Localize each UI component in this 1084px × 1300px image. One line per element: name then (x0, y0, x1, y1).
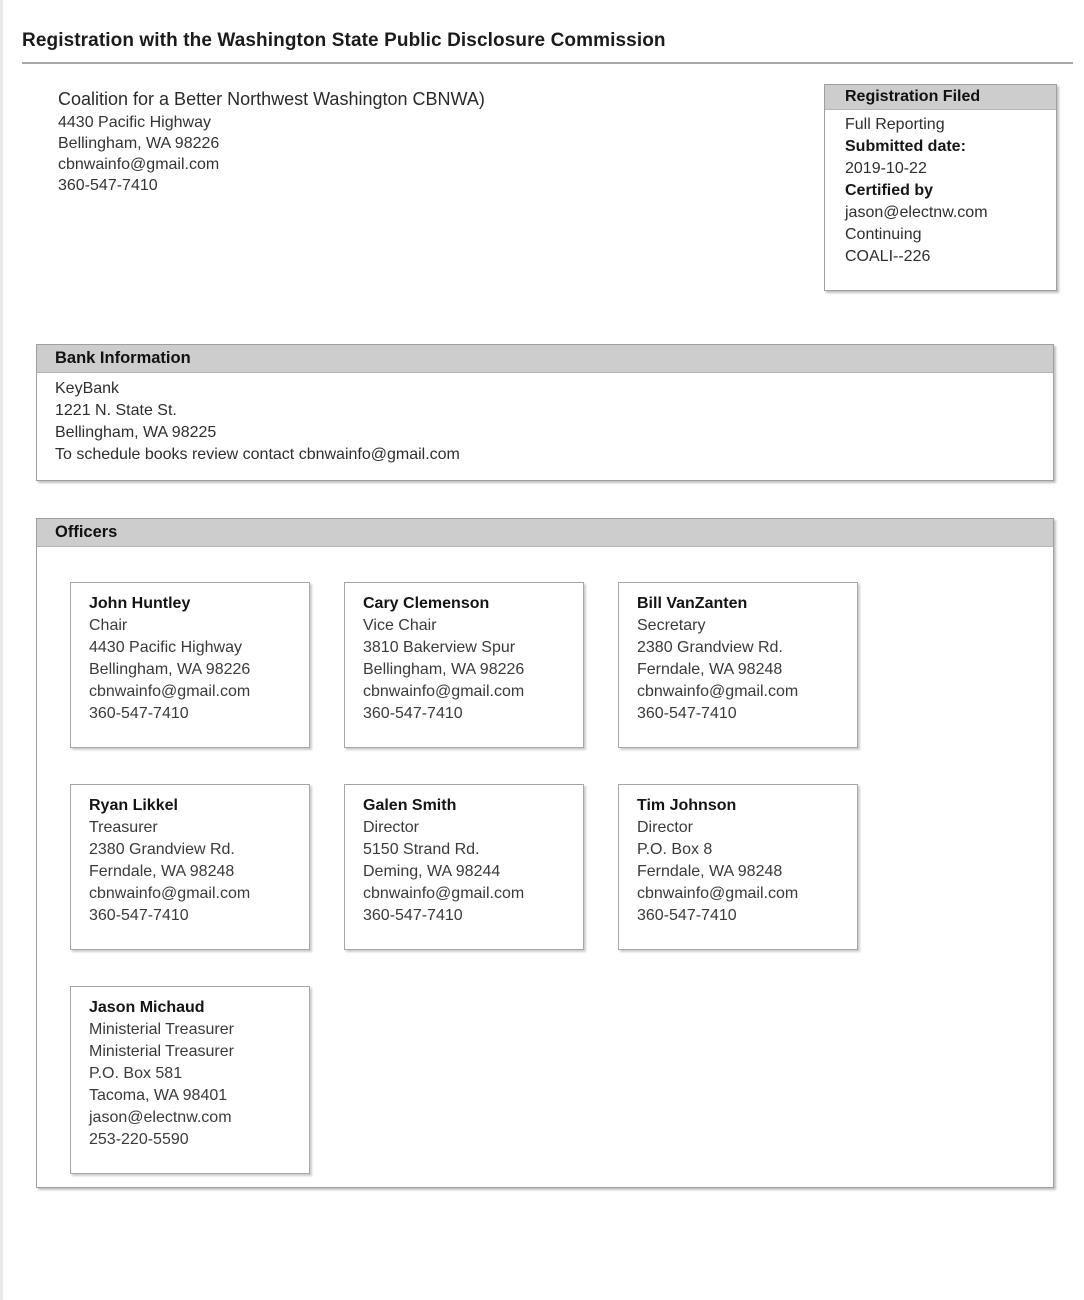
officer-card (70, 986, 310, 1174)
officer-name: Bill VanZanten (637, 595, 748, 612)
officer-detail-line: Deming, WA 98244 (363, 863, 501, 880)
officers-section (36, 518, 1054, 1188)
officer-detail-line: 360-547-7410 (363, 705, 463, 722)
officer-cards (37, 547, 1053, 1198)
officer-detail-line: Bellingham, WA 98226 (89, 661, 251, 678)
officer-name: Jason Michaud (89, 999, 205, 1016)
officer-detail-line: Vice Chair (363, 617, 437, 634)
organization-email: cbnwainfo@gmail.com (58, 156, 220, 173)
officer-detail-line: cbnwainfo@gmail.com (89, 683, 251, 700)
officer-detail-line: 2380 Grandview Rd. (89, 841, 235, 858)
officer-detail-line: Director (637, 819, 694, 836)
bank-information-header: Bank Information (37, 345, 1053, 373)
officer-name: John Huntley (89, 595, 191, 612)
certified-by-value: jason@electnw.com (845, 204, 988, 221)
officer-detail-line: Bellingham, WA 98226 (363, 661, 525, 678)
bank-information-section (36, 344, 1054, 481)
officer-card (344, 582, 584, 748)
officer-detail-line: cbnwainfo@gmail.com (89, 885, 251, 902)
officer-detail-line: P.O. Box 581 (89, 1065, 183, 1082)
registration-filed-header: Registration Filed (825, 85, 1056, 110)
officer-detail-line: 5150 Strand Rd. (363, 841, 480, 858)
officers-header: Officers (37, 519, 1053, 547)
page-title: Registration with the Washington State Public Disclosure Commission (22, 30, 666, 51)
filer-id: COALI--226 (845, 248, 931, 265)
officer-detail-line: 360-547-7410 (637, 705, 737, 722)
officer-detail-line: 3810 Bakerview Spur (363, 639, 516, 656)
officer-name: Tim Johnson (637, 797, 737, 814)
officer-card (618, 784, 858, 950)
officer-name: Galen Smith (363, 797, 457, 814)
officer-detail-line: Ministerial Treasurer (89, 1043, 234, 1060)
officer-detail-line: cbnwainfo@gmail.com (363, 885, 525, 902)
organization-name: Coalition for a Better Northwest Washington CBNWA) (58, 89, 485, 109)
officer-name: Cary Clemenson (363, 595, 490, 612)
submitted-date-value: 2019-10-22 (845, 160, 927, 177)
officer-detail-line: cbnwainfo@gmail.com (637, 683, 799, 700)
officer-detail-line: cbnwainfo@gmail.com (363, 683, 525, 700)
officer-detail-line: Ministerial Treasurer (89, 1021, 234, 1038)
officer-detail-line: 360-547-7410 (637, 907, 737, 924)
officer-detail-line: 4430 Pacific Highway (89, 639, 242, 656)
officer-card (618, 582, 858, 748)
left-edge-strip (0, 0, 3, 1300)
officer-detail-line: jason@electnw.com (89, 1109, 232, 1126)
organization-address-line2: Bellingham, WA 98226 (58, 135, 220, 152)
continuity-status: Continuing (845, 226, 922, 243)
officer-detail-line: Secretary (637, 617, 706, 634)
officer-detail-line: 2380 Grandview Rd. (637, 639, 783, 656)
registration-filed-body (825, 110, 1056, 290)
officer-detail-line: Ferndale, WA 98248 (89, 863, 235, 880)
officer-detail-line: 360-547-7410 (89, 705, 189, 722)
officer-detail-line: 360-547-7410 (363, 907, 463, 924)
officer-detail-line: Ferndale, WA 98248 (637, 863, 783, 880)
submitted-date-label: Submitted date: (845, 138, 966, 155)
officer-detail-line: Chair (89, 617, 128, 634)
officer-card (70, 784, 310, 950)
reporting-type: Full Reporting (845, 116, 945, 133)
officer-detail-line: cbnwainfo@gmail.com (637, 885, 799, 902)
officer-detail-line: Director (363, 819, 420, 836)
bank-address-line2: Bellingham, WA 98225 (55, 424, 217, 441)
bank-information-body (37, 373, 1053, 484)
books-review-note: To schedule books review contact cbnwainfo@gmail.com (55, 446, 460, 463)
bank-address-line1: 1221 N. State St. (55, 402, 177, 419)
organization-info (58, 88, 485, 196)
officer-detail-line: Tacoma, WA 98401 (89, 1087, 228, 1104)
organization-address-line1: 4430 Pacific Highway (58, 114, 211, 131)
registration-filed-box (824, 84, 1057, 291)
title-divider (22, 62, 1073, 64)
officer-detail-line: Treasurer (89, 819, 158, 836)
officer-card (344, 784, 584, 950)
officer-detail-line: 253-220-5590 (89, 1131, 189, 1148)
certified-by-label: Certified by (845, 182, 934, 199)
officer-detail-line: Ferndale, WA 98248 (637, 661, 783, 678)
officer-card (70, 582, 310, 748)
organization-phone: 360-547-7410 (58, 177, 158, 194)
officer-name: Ryan Likkel (89, 797, 178, 814)
officer-detail-line: P.O. Box 8 (637, 841, 713, 858)
officer-detail-line: 360-547-7410 (89, 907, 189, 924)
bank-name: KeyBank (55, 380, 120, 397)
